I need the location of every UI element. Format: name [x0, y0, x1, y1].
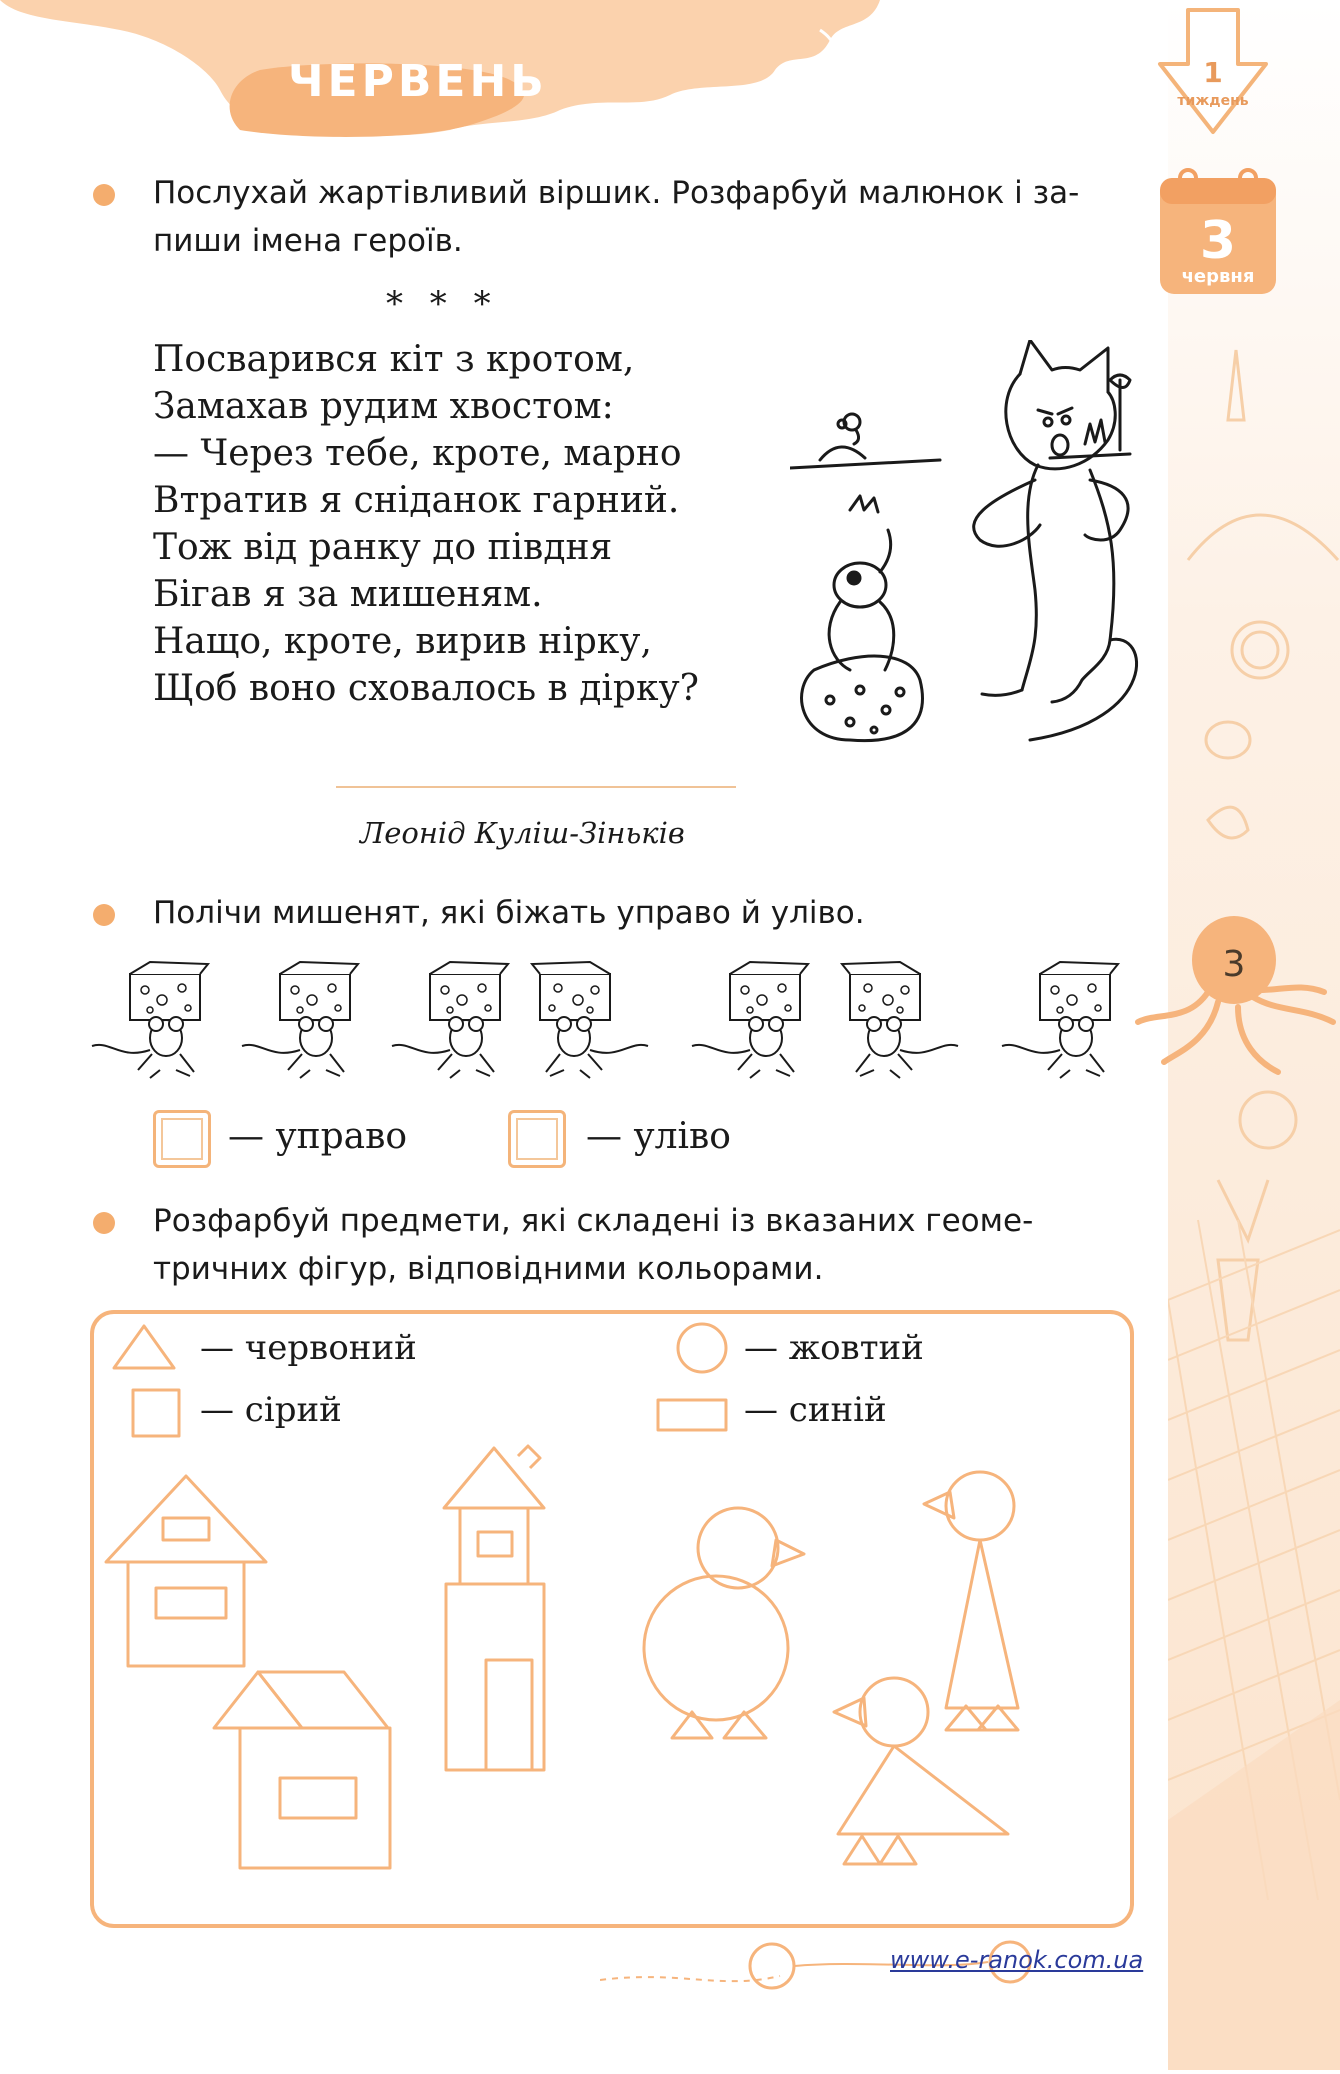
cat-mole-illustration [790, 340, 1150, 750]
task1-bullet [93, 184, 115, 206]
mouse-figure [392, 962, 508, 1078]
poem-line: Щоб воно сховалось в дірку? [153, 668, 699, 709]
mouse-figure [1002, 962, 1118, 1078]
legend-triangle-label: — червоний [200, 1328, 417, 1368]
mice-row [90, 960, 1150, 1090]
poem-line: Нащо, кроте, вирив нірку, [153, 621, 652, 662]
task2-bullet [93, 904, 115, 926]
task1-instruction-line1: Послухай жартівливий віршик. Розфарбуй малюнок і за- [153, 175, 1080, 211]
task3-instruction-line2: тричних фігур, відповідними кольорами. [153, 1251, 824, 1287]
mouse-figure [692, 962, 808, 1078]
left-label: — уліво [586, 1116, 731, 1157]
poem-line: Тож від ранку до півдня [153, 527, 613, 568]
octopus-page-badge [1128, 912, 1340, 1082]
task1-instruction-line2: пиши імена героїв. [153, 223, 463, 259]
legend-rectangle-label: — синій [744, 1390, 887, 1430]
left-count-box[interactable] [508, 1110, 566, 1168]
right-label: — управо [228, 1116, 408, 1157]
poem-line: Втратив я сніданок гарний. [153, 480, 680, 521]
calendar-badge [1156, 164, 1280, 300]
poem-line: — Через тебе, кроте, марно [153, 433, 682, 474]
task3-instruction-line1: Розфарбуй предмети, які складені із вказаних геоме- [153, 1203, 1034, 1239]
mouse-figure [242, 962, 358, 1078]
poem-stars: * * * [386, 284, 499, 324]
week-label: тиждень [1177, 93, 1249, 109]
mouse-figure [532, 962, 648, 1078]
poem [153, 336, 699, 712]
poem-line: Замахав рудим хвостом: [153, 386, 614, 427]
week-badge [1148, 4, 1278, 144]
author-divider [336, 786, 736, 788]
week-number: 1 [1203, 56, 1223, 89]
task3-bullet [93, 1212, 115, 1234]
poem-line: Бігав я за мишеням. [153, 574, 543, 615]
footer-url-link[interactable]: www.e-ranok.com.ua [890, 1946, 1144, 1974]
legend-circle-label: — жовтий [744, 1328, 924, 1368]
poem-line: Посварився кіт з кротом, [153, 339, 635, 380]
legend-square-label: — сірий [200, 1390, 342, 1430]
month-title: ЧЕРВЕНЬ [288, 56, 548, 107]
calendar-month: червня [1181, 266, 1255, 287]
page-number: 3 [1222, 944, 1246, 985]
right-count-box[interactable] [153, 1110, 211, 1168]
calendar-day: 3 [1199, 211, 1237, 271]
mouse-figure [92, 962, 208, 1078]
task2-instruction: Полічи мишенят, які біжать управо й уліво. [153, 895, 865, 931]
poem-author: Леонід Куліш-Зіньків [360, 816, 685, 850]
mouse-figure [842, 962, 958, 1078]
